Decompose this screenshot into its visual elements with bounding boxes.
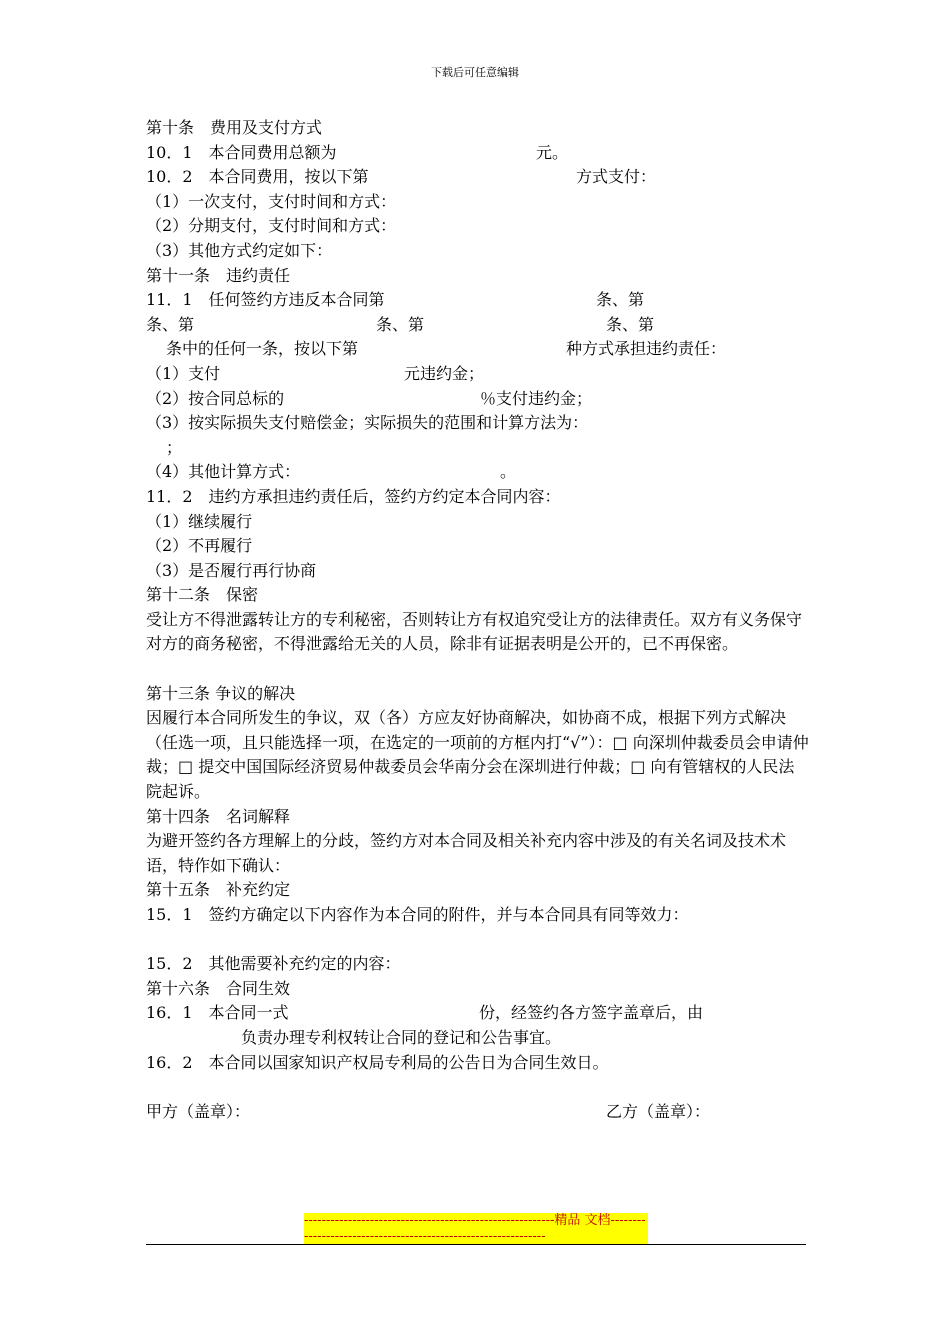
clause-11-2: 11．2 违约方承担违约责任后，签约方约定本合同内容：	[146, 486, 561, 506]
footer-banner: ---------------------------------------------------------精品 文档---------------------------------------------------------------	[304, 1213, 648, 1245]
article-16-title: 第十六条 合同生效	[146, 978, 291, 998]
article-11-title: 第十一条 违约责任	[146, 265, 291, 285]
article-13-title: 第十三条 争议的解决	[146, 683, 296, 703]
option-11-4: （4）其他计算方式： 。	[146, 462, 517, 482]
article-14-body: 为避开签约各方理解上的分歧，签约方对本合同及相关补充内容中涉及的有关名词及技术术语，特作如下确认：	[146, 831, 787, 875]
option-10-1: （1）一次支付，支付时间和方式：	[146, 191, 397, 211]
signature-row	[146, 1100, 810, 1125]
clause-15-2: 15．2 其他需要补充约定的内容：	[146, 954, 401, 974]
option-11-2: （2）按合同总标的 ％支付违约金；	[146, 388, 593, 408]
blank-line	[146, 928, 810, 953]
option-10-3: （3）其他方式约定如下：	[146, 240, 333, 260]
clause-10-2: 10．2 本合同费用，按以下第 方式支付：	[146, 167, 657, 187]
option-11-2-1: （1）继续履行	[146, 511, 253, 531]
article-12-title: 第十二条 保密	[146, 585, 259, 605]
clause-16-2: 16．2 本合同以国家知识产权局专利局的公告日为合同生效日。	[146, 1052, 609, 1072]
page-header: 下载后可任意编辑	[431, 66, 519, 79]
clause-10-1: 10．1 本合同费用总额为 元。	[146, 142, 569, 162]
option-11-3-end: ；	[166, 437, 183, 457]
clause-11-1-line1: 11．1 任何签约方违反本合同第 条、第	[146, 290, 645, 310]
article-10-title: 第十条 费用及支付方式	[146, 118, 323, 137]
option-11-2-2: （2）不再履行	[146, 536, 253, 556]
option-11-3: （3）按实际损失支付赔偿金；实际损失的范围和计算方法为：	[146, 413, 589, 433]
footer-divider	[146, 1244, 806, 1245]
clause-16-1-line1: 16．1 本合同一式 份，经签约各方签字盖章后，由	[146, 1003, 704, 1023]
contract-body	[146, 116, 810, 1124]
blank-line	[146, 657, 810, 682]
option-11-2-3: （3）是否履行再行协商	[146, 560, 317, 580]
article-15-title: 第十五条 补充约定	[146, 880, 291, 900]
option-10-2: （2）分期支付，支付时间和方式：	[146, 216, 397, 236]
blank-line	[146, 1075, 810, 1100]
article-13-body: 因履行本合同所发生的争议，双（各）方应友好协商解决，如协商不成，根据下列方式解决（任选一项，且只能选择一项，在选定的一项前的方框内打“√”）：□ 向深圳仲裁委员会申请仲裁；□ 提交中国国际经济贸易仲裁委员会华南分会在深圳进行仲裁；□ 向有管辖权的人民法院起诉。	[146, 708, 809, 802]
option-11-1: （1）支付 元违约金；	[146, 363, 485, 383]
clause-15-1: 15．1 签约方确定以下内容作为本合同的附件，并与本合同具有同等效力：	[146, 905, 689, 924]
clause-16-1-line2: 负责办理专利权转让合同的登记和公告事宜。	[241, 1027, 562, 1047]
clause-11-1-line2: 条、第 条、第 条、第	[146, 314, 655, 334]
clause-11-1-line3: 条中的任何一条，按以下第 种方式承担违约责任：	[166, 339, 727, 359]
party-b-seal-label: 乙方（盖章）：	[606, 1101, 711, 1121]
article-14-title: 第十四条 名词解释	[146, 806, 291, 826]
party-a-seal-label: 甲方（盖章）：	[146, 1101, 251, 1121]
article-12-body: 受让方不得泄露转让方的专利秘密，否则转让方有权追究受让方的法律责任。双方有义务保守对方的商务秘密，不得泄露给无关的人员，除非有证据表明是公开的，已不再保密。	[146, 609, 803, 654]
